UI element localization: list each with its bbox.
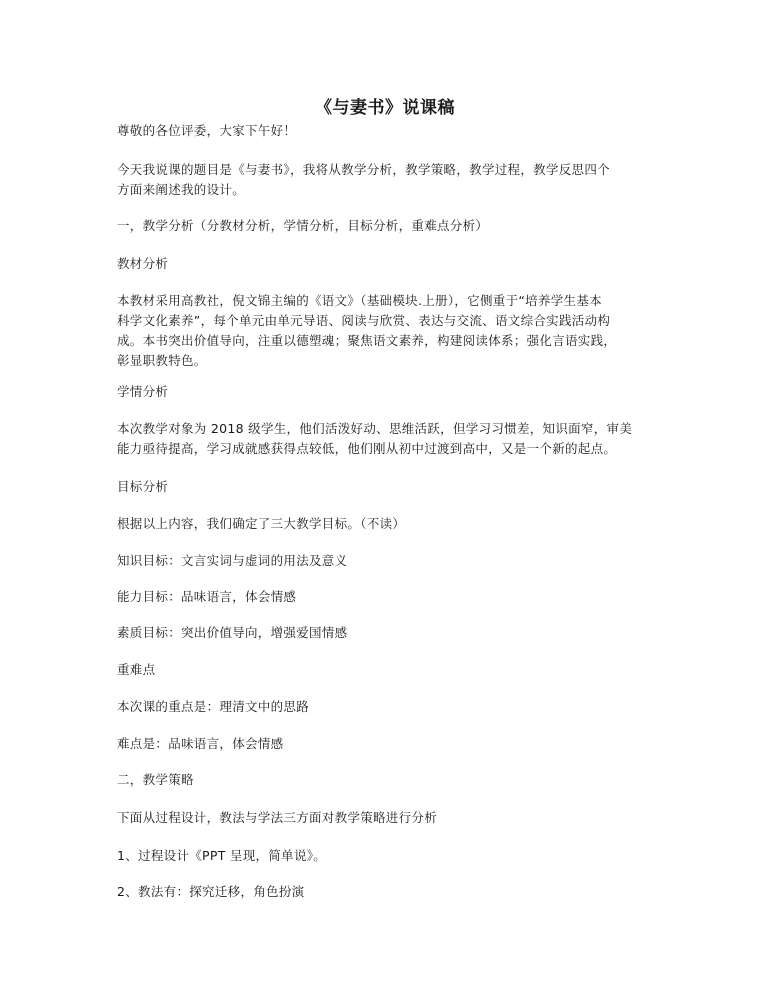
text-line: 成。本书突出价值导向，注重以德塑魂；聚焦语文素养，构建阅读体系；强化言语实践， (117, 333, 617, 348)
text-line: 根据以上内容，我们确定了三大教学目标。（不读） (117, 516, 406, 531)
section-heading: 学情分析 (117, 384, 169, 399)
section-heading: 二，教学策略 (117, 772, 194, 787)
section-heading: 教材分析 (117, 256, 169, 271)
section-heading: 目标分析 (117, 479, 169, 494)
text-line: 尊敬的各位评委，大家下午好！ (117, 123, 297, 138)
text-line: 本次课的重点是：理清文中的思路 (117, 699, 310, 714)
text-line: 今天我说课的题目是《与妻书》，我将从教学分析，教学策略，教学过程，教学反思四个 (117, 162, 610, 177)
text-line: 1、过程设计《PPT 呈现，简单说》。 (117, 848, 327, 863)
text-line: 下面从过程设计，教法与学法三方面对教学策略进行分析 (117, 810, 438, 825)
text-line: 本教材采用高教社，倪文锦主编的《语文》（基础模块.上册），它侧重于“培养学生基本 (117, 293, 602, 308)
text-line: 能力亟待提高，学习成就感获得点较低，他们刚从初中过渡到高中，又是一个新的起点。 (117, 441, 617, 456)
text-line: 彰显职教特色。 (117, 353, 207, 368)
text-line: 素质目标：突出价值导向，增强爱国情感 (117, 625, 348, 640)
text-line: 本次教学对象为 2018 级学生，他们活泼好动、思维活跃，但学习习惯差，知识面窄，审美 (117, 421, 633, 436)
text-line: 科学文化素养”，每个单元由单元导语、阅读与欣赏、表达与交流、语文综合实践活动构 (117, 313, 611, 328)
text-line: 一，教学分析（分教材分析，学情分析，目标分析，重难点分析） (117, 218, 489, 233)
text-line: 知识目标：文言实词与虚词的用法及意义 (117, 553, 348, 568)
text-line: 方面来阐述我的设计。 (117, 182, 246, 197)
text-line: 2、教法有：探究迁移，角色扮演 (117, 884, 305, 899)
section-heading: 重难点 (117, 662, 156, 677)
text-line: 能力目标：品味语言，体会情感 (117, 589, 297, 604)
text-line: 难点是：品味语言，体会情感 (117, 736, 284, 751)
document-title: 《与妻书》说课稿 (315, 98, 455, 118)
